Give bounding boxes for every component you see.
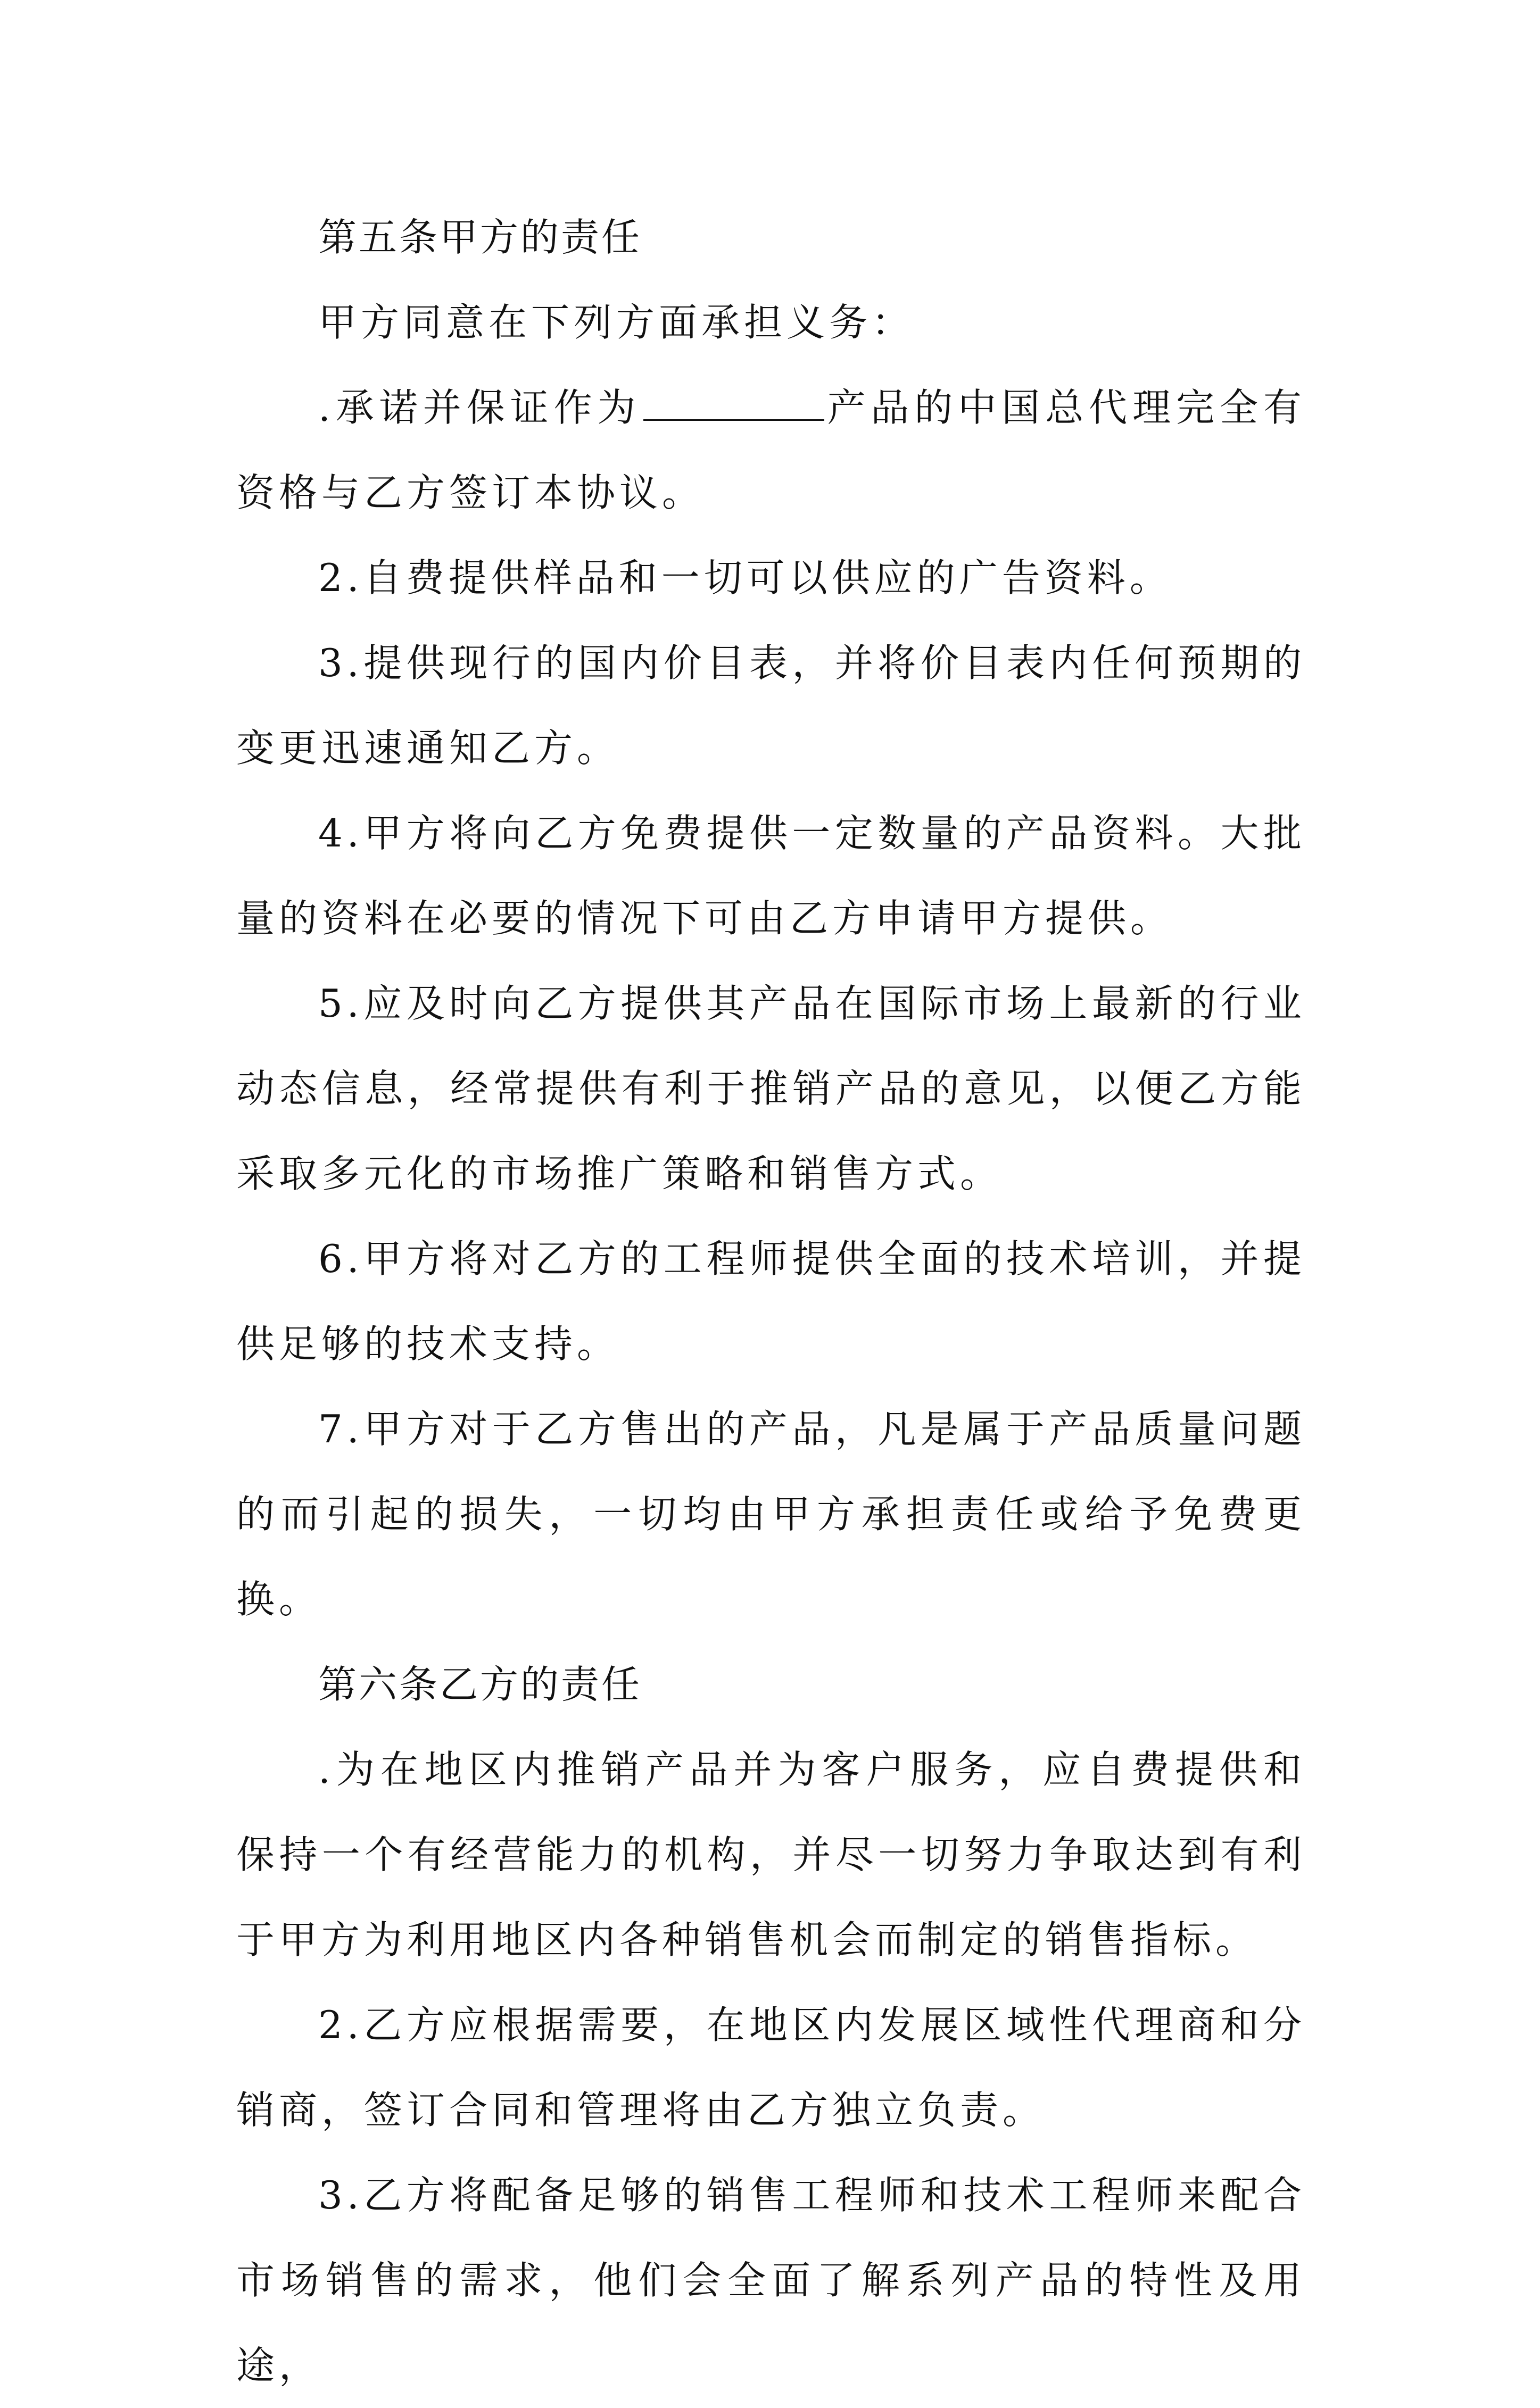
article-6-item-2: 2.乙方应根据需要，在地区内发展区域性代理商和分销商，签订合同和管理将由乙方独立负责。 <box>236 2003 1306 2132</box>
article-5-item-6: 6.甲方将对乙方的工程师提供全面的技术培训，并提供足够的技术支持。 <box>236 1236 1306 1366</box>
article-5-item-2: 2.自费提供样品和一切可以供应的广告资料。 <box>318 555 1172 600</box>
article-6-item-3: 3.乙方将配备足够的销售工程师和技术工程师来配合市场销售的需求，他们会全面了解系列产品的特性及用途， <box>236 2173 1306 2388</box>
article-5-item-1-text-after: 产品的中国总代理完全有资格与乙方签订本协议。 <box>236 385 1306 515</box>
article-5-item-7: 7.甲方对于乙方售出的产品，凡是属于产品质量问题的而引起的损失，一切均由甲方承担责任或给予免费更换。 <box>236 1407 1306 1622</box>
article-5-heading: 第五条甲方的责任 <box>318 215 642 260</box>
article-6-item-1: .为在地区内推销产品并为客户服务，应自费提供和保持一个有经营能力的机构，并尽一切努力争取达到有利于甲方为利用地区内各种销售机会而制定的销售指标。 <box>236 1747 1306 1962</box>
article-6-heading: 第六条乙方的责任 <box>318 1662 642 1707</box>
fill-in-blank <box>643 387 824 421</box>
article-5-item-4: 4.甲方将向乙方免费提供一定数量的产品资料。大批量的资料在必要的情况下可由乙方申请甲方提供。 <box>236 811 1306 941</box>
article-5-item-5: 5.应及时向乙方提供其产品在国际市场上最新的行业动态信息，经常提供有利于推销产品的意见，以便乙方能采取多元化的市场推广策略和销售方式。 <box>236 981 1306 1196</box>
article-5-item-1 <box>236 365 1306 535</box>
article-5-item-3: 3.提供现行的国内价目表，并将价目表内任何预期的变更迅速通知乙方。 <box>236 641 1306 770</box>
article-5-intro: 甲方同意在下列方面承担义务： <box>318 300 915 345</box>
article-5-item-1-text-before: .承诺并保证作为 <box>318 385 641 430</box>
document-body <box>236 195 1306 2408</box>
